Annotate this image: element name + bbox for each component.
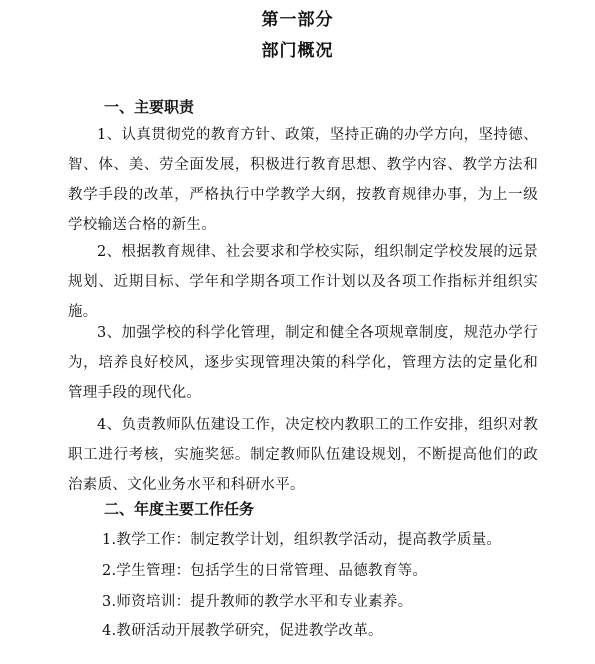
heading-main-duties: 一、主要职责 xyxy=(104,98,195,116)
task-item-1: 1.教学工作：制定教学计划，组织教学活动，提高教学质量。 xyxy=(102,532,502,548)
duty-paragraph-2: 2、根据教育规律、社会要求和学校实际，组织制定学校发展的远景规划、近期目标、学年和学期各项工作计划以及各项工作指标并组织实施。 xyxy=(68,244,538,320)
part-title: 第一部分 xyxy=(261,10,334,30)
heading-annual-tasks: 二、年度主要工作任务 xyxy=(104,500,255,518)
duty-paragraph-3: 3、加强学校的科学化管理，制定和健全各项规章制度，规范办学行为，培养良好校风，逐步实现管理决策的科学化，管理方法的定量化和管理手段的现代化。 xyxy=(68,325,538,401)
duty-paragraph-4: 4、负责教师队伍建设工作，决定校内教职工的工作安排，组织对教职工进行考核，实施奖惩。制定教师队伍建设规划，不断提高他们的政治素质、文化业务水平和科研水平。 xyxy=(68,417,538,493)
task-item-2: 2.学生管理：包括学生的日常管理、品德教育等。 xyxy=(102,563,428,579)
section-title: 部门概况 xyxy=(261,41,334,61)
task-item-3: 3.师资培训：提升教师的教学水平和专业素养。 xyxy=(102,594,413,610)
task-item-4: 4.教研活动开展教学研究，促进教学改革。 xyxy=(102,623,383,639)
duty-paragraph-1: 1、认真贯彻党的教育方针、政策，坚持正确的办学方向，坚持德、智、体、美、劳全面发展，积极进行教育思想、教学内容、教学方法和教学手段的改革，严格执行中学教学大纲，按教育规律办事，为上一级学校输送合格的新生。 xyxy=(68,127,538,233)
